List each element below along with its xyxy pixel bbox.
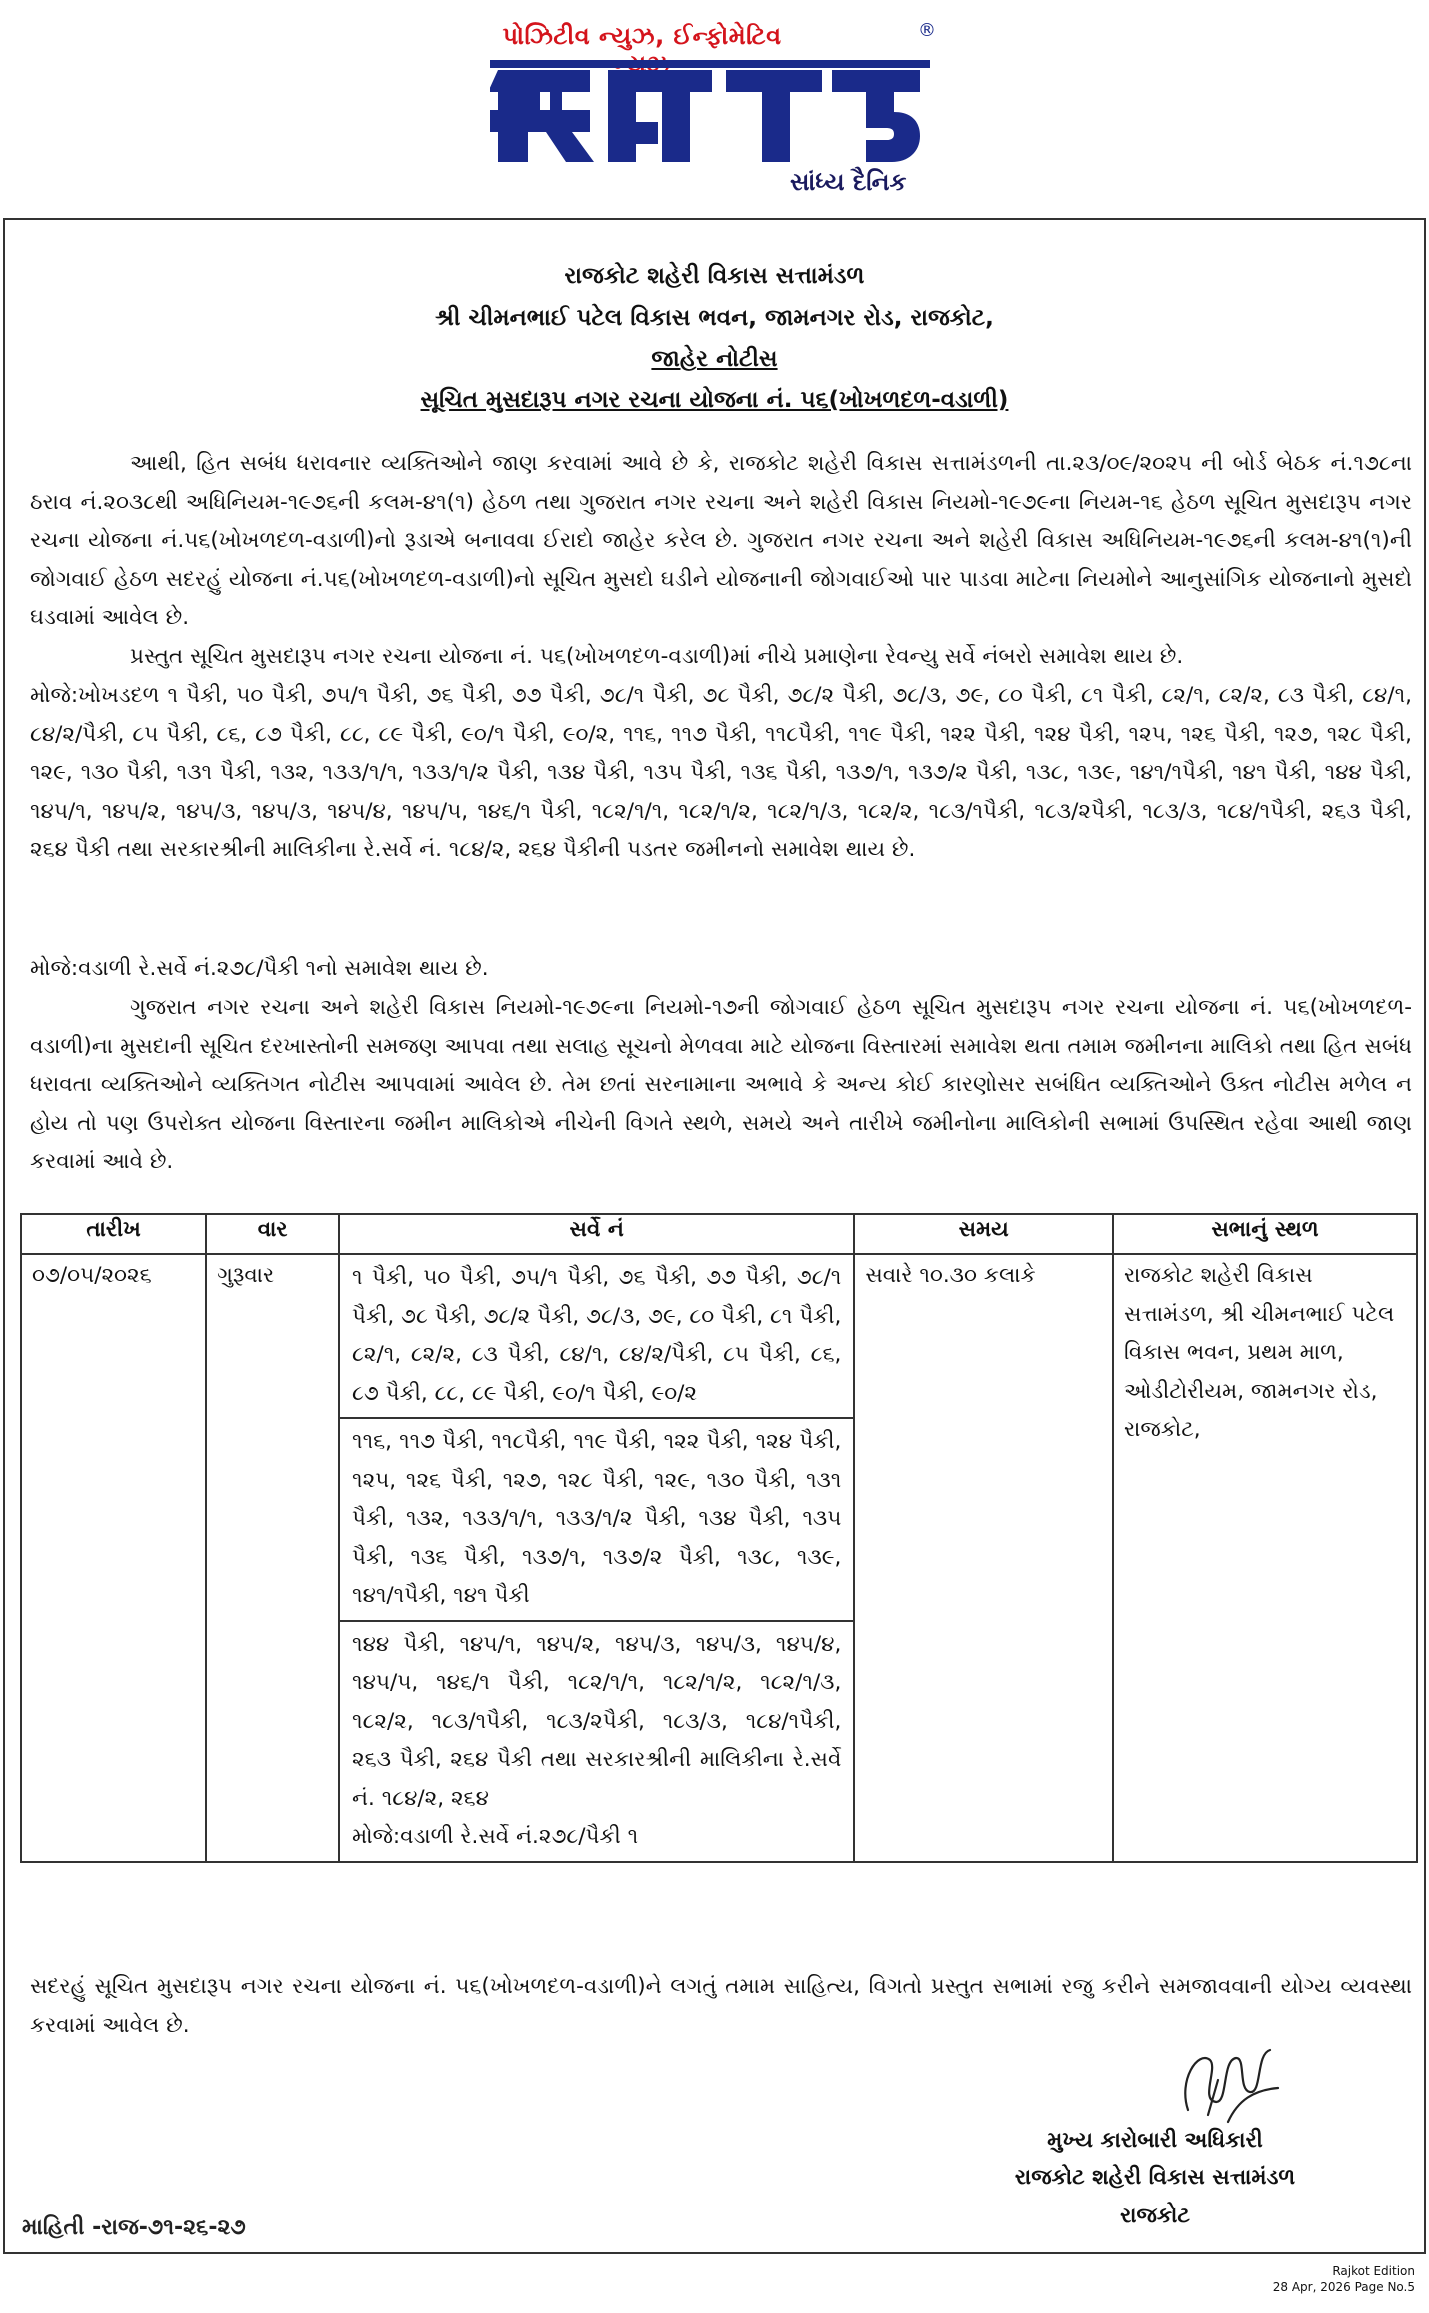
- cell-time: સવારે ૧૦.૩૦ કલાકે: [854, 1254, 1113, 1862]
- signatory-title: મુખ્ય કારોબારી અધિકારી: [1047, 2128, 1263, 2153]
- masthead: [0, 0, 1429, 210]
- notice-heading: જાહેર નોટીસ: [651, 346, 778, 372]
- edition-date-page: 28 Apr, 2026 Page No.5: [1272, 2280, 1415, 2294]
- cell-survey-group-1: ૧ પૈકી, ૫૦ પૈકી, ૭૫/૧ પૈકી, ૭૬ પૈકી, ૭૭ પૈકી, ૭૮/૧ પૈકી, ૭૮ પૈકી, ૭૮/૨ પૈકી, ૭૮/૩, ૭૯, ૮૦ પૈકી, ૮૧ પૈકી, ૮૨/૧, ૮૨/૨, ૮૩ પૈકી, ૮૪/૧, ૮૪/૨/પૈકી, ૮૫ પૈકી, ૮૬, ૮૭ પૈકી, ૮૮, ૮૯ પૈકી, ૯૦/૧ પૈકી, ૯૦/૨: [339, 1254, 854, 1418]
- paragraph-survey-khokhaddal: મોજે:ખોખડદળ ૧ પૈકી, ૫૦ પૈકી, ૭૫/૧ પૈકી, ૭૬ પૈકી, ૭૭ પૈકી, ૭૮/૧ પૈકી, ૭૮ પૈકી, ૭૮/૨ પૈકી, ૭૮/૩, ૭૯, ૮૦ પૈકી, ૮૧ પૈકી, ૮૨/૧, ૮૨/૨, ૮૩ પૈકી, ૮૪/૧, ૮૪/૨/પૈકી, ૮૫ પૈકી, ૮૬, ૮૭ પૈકી, ૮૮, ૮૯ પૈકી, ૯૦/૧ પૈકી, ૯૦/૨, ૧૧૬, ૧૧૭ પૈકી, ૧૧૮પૈકી, ૧૧૯ પૈકી, ૧૨૨ પૈકી, ૧૨૪ પૈકી, ૧૨૫, ૧૨૬ પૈકી, ૧૨૭, ૧૨૮ પૈકી, ૧૨૯, ૧૩૦ પૈકી, ૧૩૧ પૈકી, ૧૩૨, ૧૩૩/૧/૧, ૧૩૩/૧/૨ પૈકી, ૧૩૪ પૈકી, ૧૩૫ પૈકી, ૧૩૬ પૈકી, ૧૩૭/૧, ૧૩૭/૨ પૈકી, ૧૩૮, ૧૩૯, ૧૪૧/૧પૈકી, ૧૪૧ પૈકી, ૧૪૪ પૈકી, ૧૪૫/૧, ૧૪૫/૨, ૧૪૫/૩, ૧૪૫/૩, ૧૪૫/૪, ૧૪૫/૫, ૧૪૬/૧ પૈકી, ૧૮૨/૧/૧, ૧૮૨/૧/૨, ૧૮૨/૧/૩, ૧૮૨/૨, ૧૮૩/૧પૈકી, ૧૮૩/૨પૈકી, ૧૮૩/૩, ૧૮૪/૧પૈકી, ૨૬૩ પૈકી, ૨૬૪ પૈકી તથા સરકારશ્રીની માલિકીના રે.સર્વે નં. ૧૮૪/૨, ૨૬૪ પૈકીની પડતર જમીનનો સમાવેશ થાય છે.: [30, 683, 1412, 862]
- header-time: સમય: [854, 1214, 1113, 1254]
- survey-group-3-text: ૧૪૪ પૈકી, ૧૪૫/૧, ૧૪૫/૨, ૧૪૫/૩, ૧૪૫/૩, ૧૪૫/૪, ૧૪૫/૫, ૧૪૬/૧ પૈકી, ૧૮૨/૧/૧, ૧૮૨/૧/૨, ૧૮૨/૧/૩, ૧૮૨/૨, ૧૮૩/૧પૈકી, ૧૮૩/૨પૈકી, ૧૮૩/૩, ૧૮૪/૧પૈકી, ૨૬૩ પૈકી, ૨૬૪ પૈકી તથા સરકારશ્રીની માલિકીના રે.સર્વે નં. ૧૮૪/૨, ૨૬૪: [352, 1631, 842, 1811]
- edition-name: Rajkot Edition: [1332, 2264, 1415, 2278]
- masthead-tagline: પોઝિટીવ ન્યુઝ, ઈન્ફોમેટિવ: [502, 22, 782, 50]
- header-day: વાર: [206, 1214, 339, 1254]
- authority-address: શ્રી ચીમનભાઈ પટેલ વિકાસ ભવન, જામનગર રોડ, રાજકોટ,: [435, 305, 994, 331]
- signature-icon: [1158, 2040, 1288, 2125]
- authority-name: રાજકોટ શહેરી વિકાસ સત્તામંડળ: [564, 263, 865, 289]
- cell-date: ૦૭/૦૫/૨૦૨૬: [21, 1254, 206, 1862]
- header-venue: સભાનું સ્થળ: [1113, 1214, 1417, 1254]
- paragraph-intent: આથી, હિત સબંધ ધરાવનાર વ્યક્તિઓને જાણ કરવામાં આવે છે કે, રાજકોટ શહેરી વિકાસ સત્તામંડળની તા.૨૩/૦૯/૨૦૨૫ ની બોર્ડ બેઠક નં.૧૭૮ના ઠરાવ નં.૨૦૩૮થી અધિનિયમ-૧૯૭૬ની કલમ-૪૧(૧) હેઠળ તથા ગુજરાત નગર રચના અને શહેરી વિકાસ નિયમો-૧૯૭૯ના નિયમ-૧૬ હેઠળ સૂચિત મુસદારૂપ નગર રચના યોજના નં.૫૬(ખોખળદળ-વડાળી)નો રૂડાએ બનાવવા ઈરાદો જાહેર કરેલ છે. ગુજરાત નગર રચના અને શહેરી વિકાસ અધિનિયમ-૧૯૭૬ની કલમ-૪૧(૧)ની જોગવાઈ હેઠળ સદરહું યોજના નં.૫૬(ખોખળદળ-વડાળી)નો સૂચિત મુસદો ઘડીને યોજનાની જોગવાઈઓ પાર પાડવા માટેના નિયમોને આનુસાંગિક યોજનાનો મુસદો ઘડવામાં આવેલ છે.: [30, 451, 1412, 630]
- signatory-org: રાજકોટ શહેરી વિકાસ સત્તામંડળ: [1014, 2165, 1296, 2190]
- notice-subject: સૂચિત મુસદારૂપ નગર રચના યોજના નં. ૫૬(ખોખળદળ-વડાળી): [420, 387, 1009, 413]
- reference-number: માહિતી -રાજ-૭૧-૨૬-૨૭: [22, 2215, 246, 2240]
- cell-day: ગુરૂવાર: [206, 1254, 339, 1862]
- paragraph-survey-intro: પ્રસ્તુત સૂચિત મુસદારૂપ નગર રચના યોજના નં. ૫૬(ખોખળદળ-વડાળી)માં નીચે પ્રમાણેના રેવન્યુ સર્વે નંબરો સમાવેશ થાય છે.: [130, 644, 1184, 669]
- cell-survey-group-3: [339, 1621, 854, 1862]
- cell-survey-group-2: ૧૧૬, ૧૧૭ પૈકી, ૧૧૮પૈકી, ૧૧૯ પૈકી, ૧૨૨ પૈકી, ૧૨૪ પૈકી, ૧૨૫, ૧૨૬ પૈકી, ૧૨૭, ૧૨૮ પૈકી, ૧૨૯, ૧૩૦ પૈકી, ૧૩૧ પૈકી, ૧૩૨, ૧૩૩/૧/૧, ૧૩૩/૧/૨ પૈકી, ૧૩૪ પૈકી, ૧૩૫ પૈકી, ૧૩૬ પૈકી, ૧૩૭/૧, ૧૩૭/૨ પૈકી, ૧૩૮, ૧૩૯, ૧૪૧/૧પૈકી, ૧૪૧ પૈકી: [339, 1418, 854, 1621]
- header-date: તારીખ: [21, 1214, 206, 1254]
- paragraph-survey-vadali: મોજે:વડાળી રે.સર્વે નં.૨૭૮/પૈકી ૧નો સમાવેશ થાય છે.: [30, 956, 489, 981]
- meeting-schedule-table: [20, 1213, 1418, 1863]
- table-row: [21, 1254, 1417, 1418]
- abtak-logo-icon: [490, 52, 930, 182]
- signatory-city: રાજકોટ: [1120, 2203, 1190, 2228]
- table-header-row: [21, 1214, 1417, 1254]
- header-survey: સર્વે નં: [339, 1214, 854, 1254]
- paragraph-meeting: ગુજરાત નગર રચના અને શહેરી વિકાસ નિયમો-૧૯૭૯ના નિયમો-૧૭ની જોગવાઈ હેઠળ સૂચિત મુસદારૂપ નગર રચના યોજના નં. ૫૬(ખોખળદળ-વડાળી)ના મુસદાની સૂચિત દરખાસ્તોની સમજણ આપવા તથા સલાહ સૂચનો મેળવવા માટે યોજના વિસ્તારમાં સમાવેશ થતા તમામ જમીનના માલિકો તથા હિત સબંધ ધરાવતા વ્યક્તિઓને વ્યક્તિગત નોટીસ આપવામાં આવેલ છે. તેમ છતાં સરનામાના અભાવે કે અન્ય કોઈ કારણોસર સબંધિત વ્યક્તિઓને ઉક્ત નોટીસ મળેલ ન હોય તો પણ ઉપરોક્ત યોજના વિસ્તારના જમીન માલિકોએ નીચેની વિગતે સ્થળે, સમયે અને તારીખે જમીનોના માલિકોની સભામાં ઉપસ્થિત રહેવા આથી જાણ કરવામાં આવે છે.: [30, 995, 1412, 1174]
- cell-venue: રાજકોટ શહેરી વિકાસ સત્તામંડળ, શ્રી ચીમનભાઈ પટેલ વિકાસ ભવન, પ્રથમ માળ, ઓડીટોરીયમ, જામનગર રોડ, રાજકોટ,: [1113, 1254, 1417, 1862]
- masthead-subtitle: સાંધ્ય દૈનિક: [790, 168, 907, 196]
- survey-vadali-text: મોજે:વડાળી રે.સર્વે નં.૨૭૮/પૈકી ૧: [352, 1824, 639, 1849]
- registered-mark: ®: [918, 20, 936, 41]
- edition-info: [1273, 2263, 1415, 2295]
- paragraph-closing: સદરહું સૂચિત મુસદારૂપ નગર રચના યોજના નં. ૫૬(ખોખળદળ-વડાળી)ને લગતું તમામ સાહિત્ય, વિગતો પ્રસ્તુત સભામાં રજુ કરીને સમજાવવાની યોગ્ય વ્યવસ્થા કરવામાં આવેલ છે.: [30, 1974, 1412, 2038]
